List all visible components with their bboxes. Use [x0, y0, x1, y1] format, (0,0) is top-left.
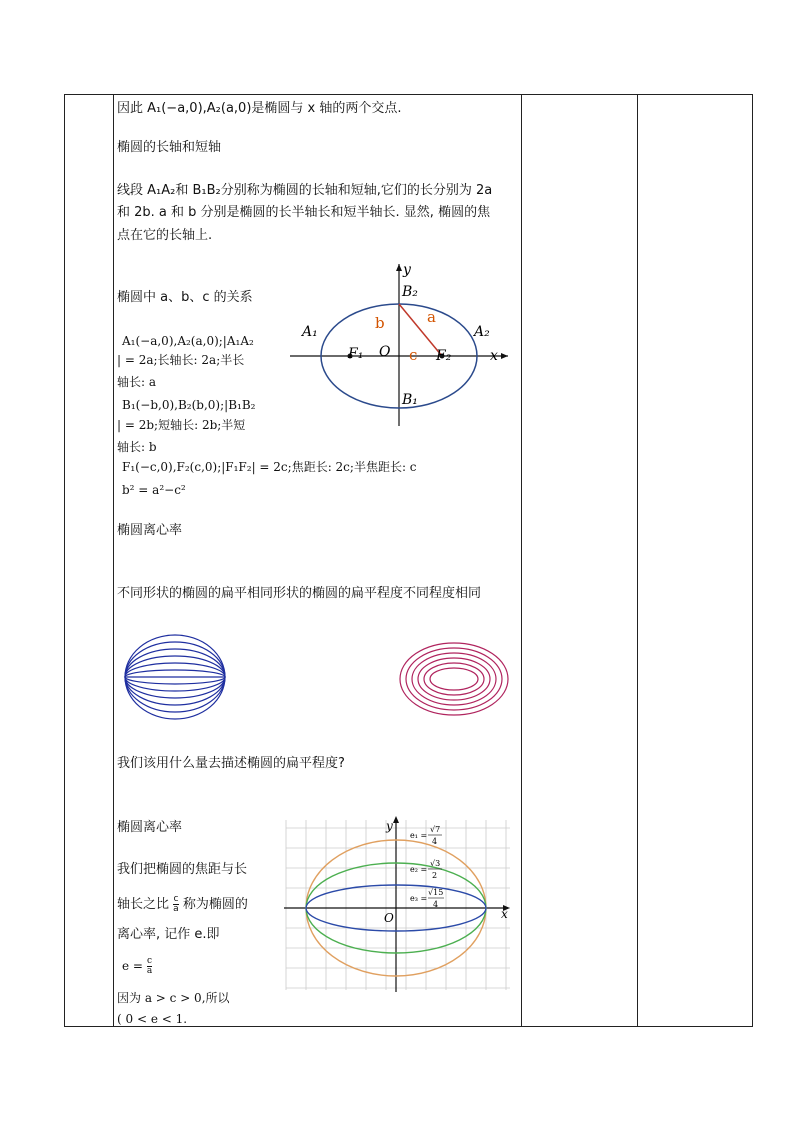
text-line: A₁(−a,0),A₂(a,0);|A₁A₂ — [122, 334, 254, 348]
ellipse-diagram — [110, 258, 530, 438]
text-line: F₁(−c,0),F₂(c,0);|F₁F₂| = 2c;焦距长: 2c;半焦距长: c — [122, 460, 417, 474]
origin-label: O — [384, 911, 394, 925]
text-line: B₁(−b,0),B₂(b,0);|B₁B₂ — [122, 398, 256, 412]
text-line: | = 2b;短轴长: 2b;半短 — [117, 418, 246, 432]
heading-axes: 椭圆的长轴和短轴 — [117, 140, 222, 155]
column-divider — [521, 95, 522, 1026]
y-label: y — [386, 819, 393, 833]
label-c: c — [409, 346, 418, 364]
text-line: ( 0 < e < 1. — [117, 1012, 188, 1026]
text-line: | = 2a;长轴长: 2a;半长 — [117, 353, 245, 367]
e2-numerator: √3 — [430, 859, 441, 868]
e1-numerator: √7 — [430, 825, 441, 834]
text-line: 不同形状的椭圆的扁平相同形状的椭圆的扁平程度不同程度相同 — [117, 586, 482, 601]
label-b1: B₁ — [402, 392, 418, 408]
same-flatness-ellipses — [118, 633, 234, 723]
text-line: 轴长: b — [117, 440, 157, 454]
text-line: 离心率, 记作 e.即 — [117, 927, 220, 942]
column-divider — [637, 95, 638, 1026]
y-axis-arrow — [393, 816, 399, 823]
e2-denominator: 2 — [432, 871, 438, 880]
label-f2: F₂ — [436, 348, 452, 364]
fraction-c-over-a: $\frac{c}{a}$ — [173, 894, 179, 914]
e1-denominator: 4 — [432, 837, 438, 846]
text-line: 点在它的长轴上. — [117, 228, 213, 243]
x-label: x — [490, 348, 498, 364]
fraction-c-over-a: $\frac{c}{a}$ — [146, 956, 153, 976]
e3-label: e₃ = — [410, 894, 428, 903]
label-b: b — [375, 314, 385, 332]
text-line: 轴长之比 $\frac{c}{a}$ 称为椭圆的 — [117, 894, 248, 914]
column-divider — [113, 95, 114, 1026]
y-axis-arrow — [396, 264, 402, 271]
text-line: 线段 A₁A₂和 B₁B₂分别称为椭圆的长轴和短轴,它们的长分别为 2a — [117, 183, 493, 198]
heading-eccentricity-2: 椭圆离心率 — [117, 820, 183, 835]
label-b2: B₂ — [402, 284, 418, 300]
e3-denominator: 4 — [433, 900, 439, 909]
y-label: y — [403, 262, 411, 278]
e2-label: e₂ = — [410, 865, 428, 874]
e1-label: e₁ = — [410, 831, 428, 840]
text-line: 和 2b. a 和 b 分别是椭圆的长半轴长和短半轴长. 显然, 椭圆的焦 — [117, 205, 491, 220]
text-line: 因为 a > c > 0,所以 — [117, 991, 230, 1005]
text-line: 因此 A₁(−a,0),A₂(a,0)是椭圆与 x 轴的两个交点. — [117, 101, 402, 116]
e3-numerator: √15 — [428, 888, 444, 897]
question-text: 我们该用什么量去描述椭圆的扁平程度? — [117, 756, 345, 771]
heading-eccentricity: 椭圆离心率 — [117, 523, 183, 538]
x-axis-arrow — [501, 353, 508, 359]
x-label: x — [501, 907, 508, 921]
label-a2: A₂ — [474, 324, 490, 340]
formula-e: e = $\frac{c}{a}$ — [122, 956, 153, 976]
label-origin: O — [379, 344, 391, 360]
text-line: 我们把椭圆的焦距与长 — [117, 862, 248, 877]
heading-relation: 椭圆中 a、b、c 的关系 — [117, 290, 253, 305]
eccentricity-diagram — [282, 812, 512, 994]
formula-line: b² = a²−c² — [122, 483, 186, 497]
label-f1: F₁ — [348, 346, 364, 362]
concentric-ellipses — [396, 638, 512, 720]
label-a1: A₁ — [302, 324, 318, 340]
label-a: a — [427, 308, 436, 326]
text-line: 轴长: a — [117, 375, 157, 389]
